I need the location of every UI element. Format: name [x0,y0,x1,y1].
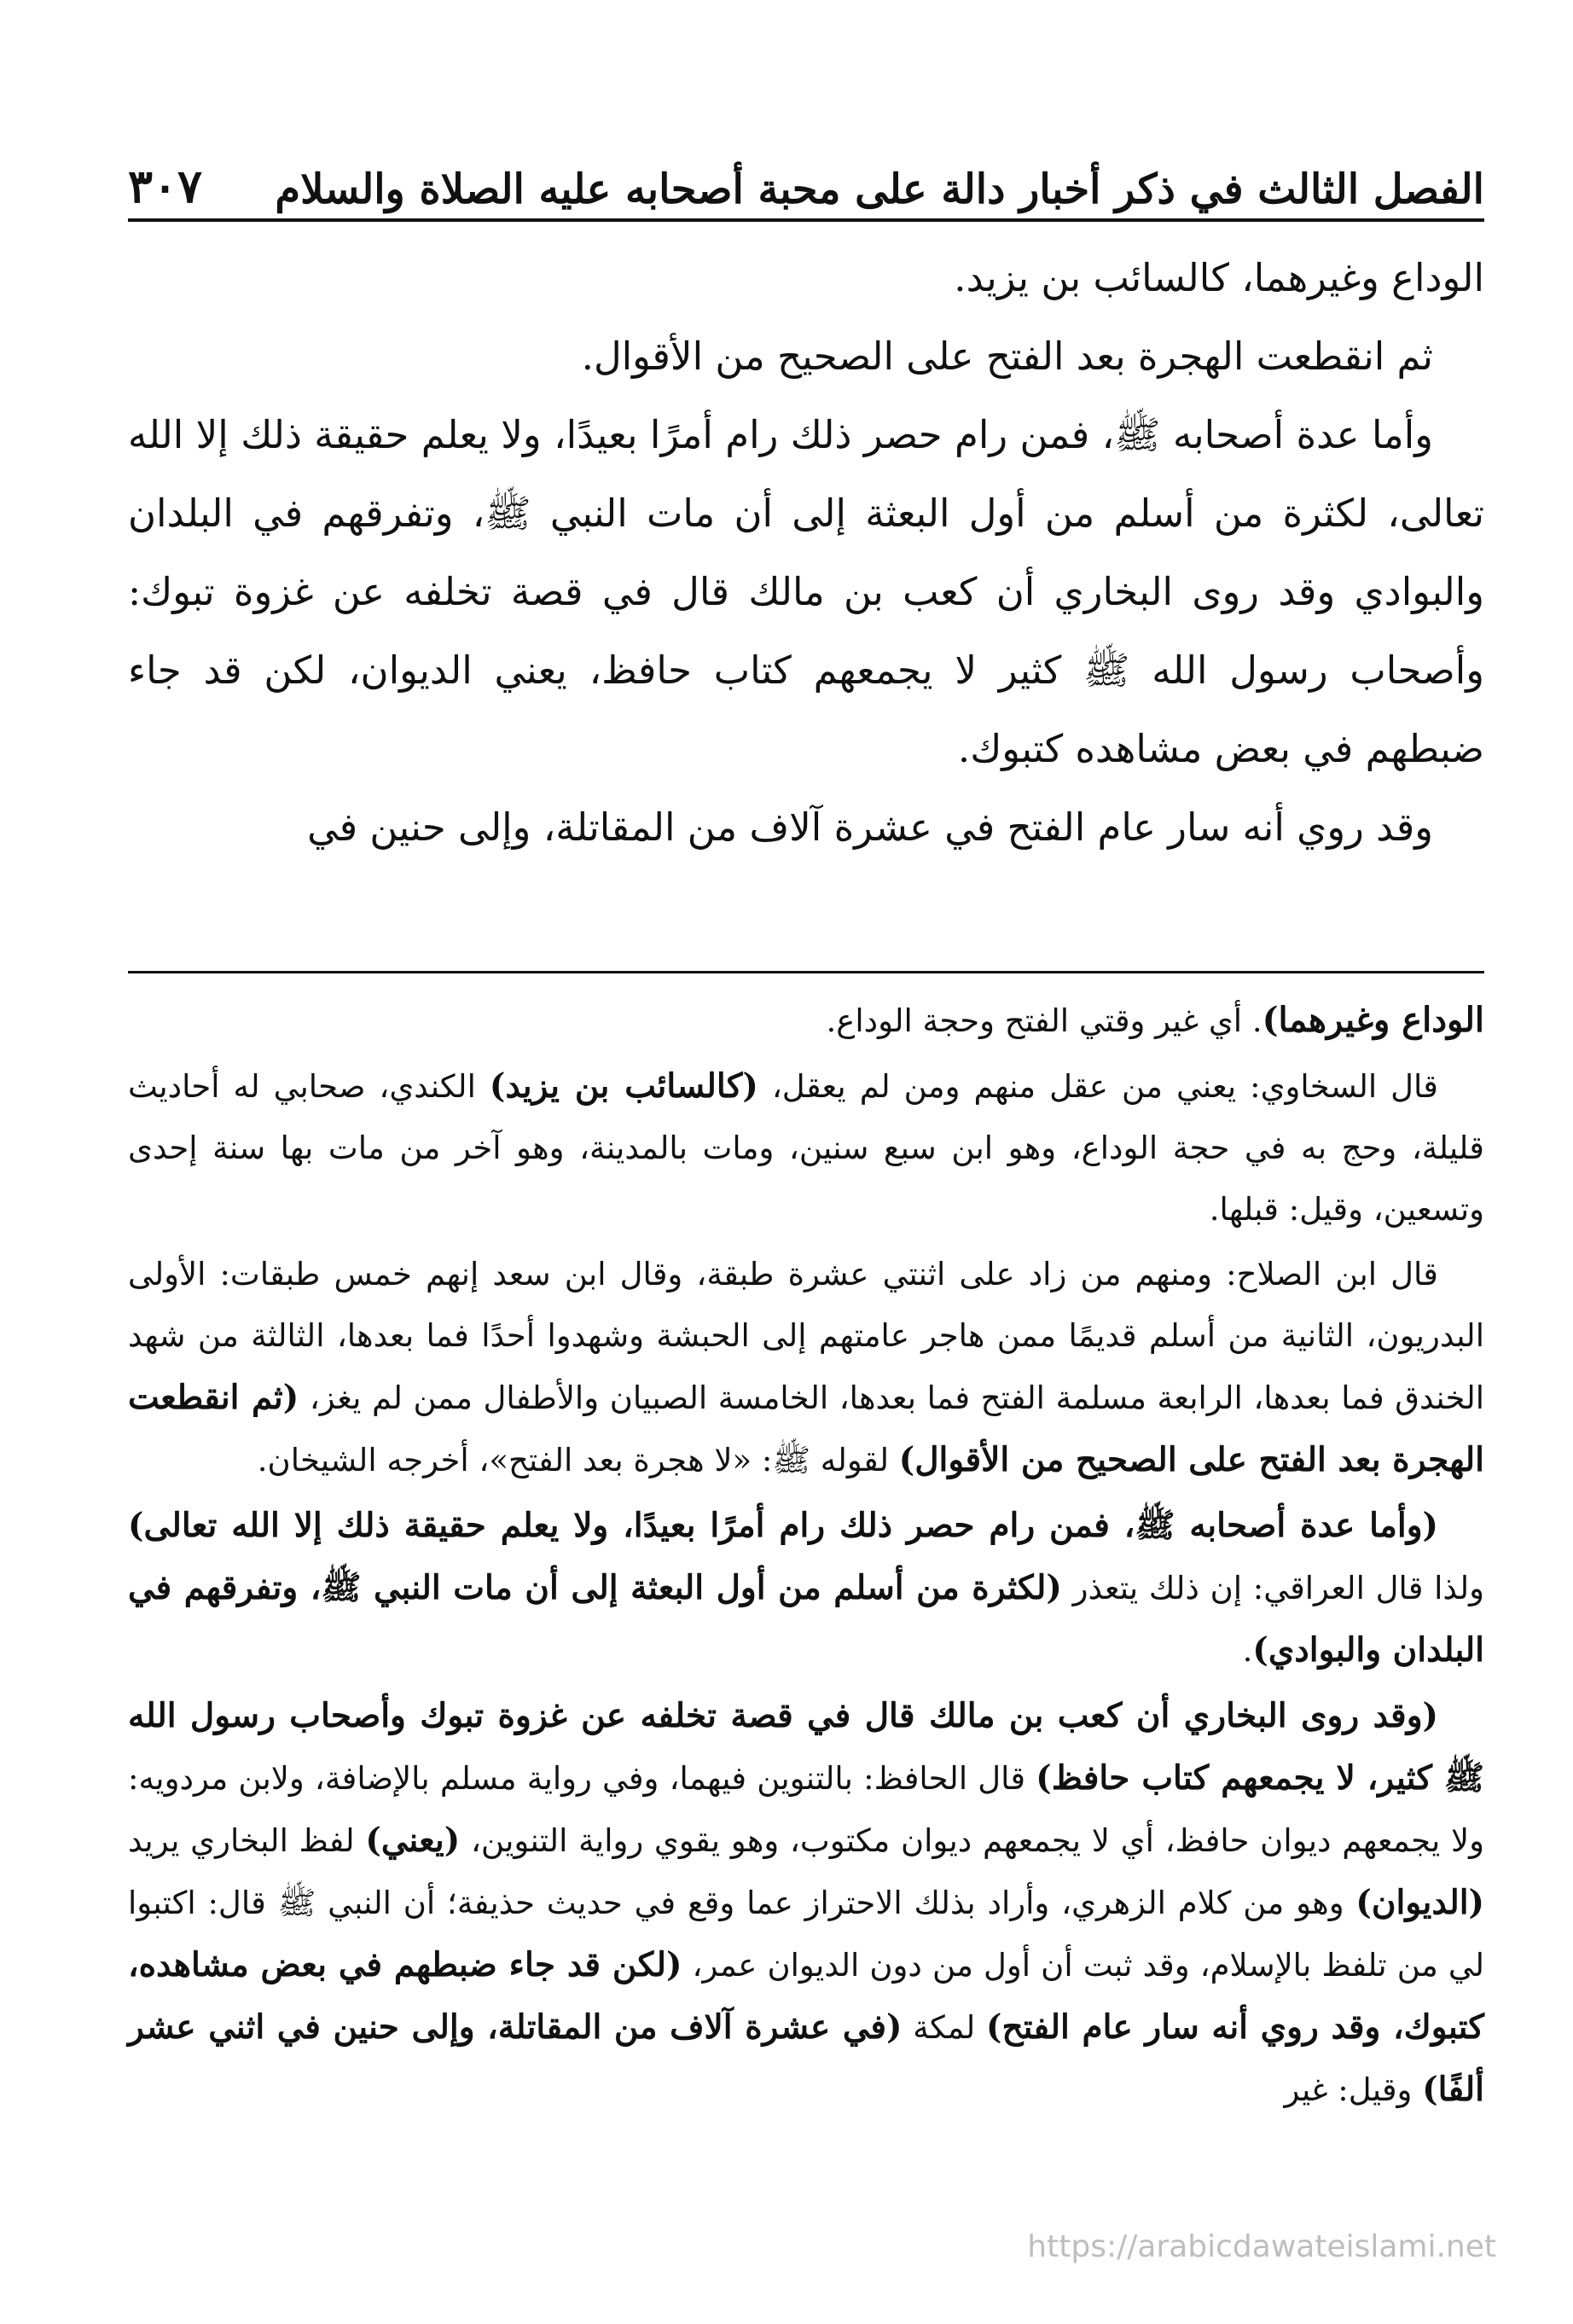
commentary-text: . أي غير وقتي الفتح وحجة الوداع. [826,1002,1262,1039]
commentary-text: الكندي، صحابي له أحاديث قليلة، وحج به في حجة الوداع، وهو ابن سبع سنين، ومات بالمدينة، وهو آخر من مات بها سنة إحدى وتسعين، وقيل: قبلها. [128,1068,1484,1228]
commentary-paragraph [128,1685,1484,2121]
main-text [128,239,1484,867]
quoted-phrase: (لكثرة من أسلم من أول البعثة إلى أن مات النبي ﷺ، وتفرقهم في البلدان والبوادي) [128,1568,1484,1670]
commentary-text: وهو من كلام الزهري، وأراد بذلك الاحتراز عما وقع في حديث حذيفة؛ أن النبي ﷺ قال: اكتبوا لي من تلفظ بالإسلام، وقد ثبت أن أول من دون الديوان عمر، [128,1885,1484,1984]
footnote-separator [128,971,1484,973]
commentary-text: وقيل: غير [1284,2071,1423,2108]
page-number: ٣٠٧ [128,159,203,213]
commentary-text: ولذا قال العراقي: إن ذلك يتعذر [1061,1570,1484,1606]
commentary-text: لمكة [902,2009,987,2046]
chapter-title: الفصل الثالث في ذكر أخبار دالة على محبة أصحابه عليه الصلاة والسلام [275,166,1484,213]
main-paragraph: الوداع وغيرهما، كالسائب بن يزيد. [954,255,1484,300]
commentary-text: . [1242,1632,1253,1669]
header-rule [128,218,1484,222]
quoted-phrase: (الديوان) [1355,1883,1484,1922]
quoted-phrase: (لكن قد جاء ضبطهم في بعض مشاهده، كتبوك، وقد روي أنه سار عام الفتح) [128,1945,1484,2047]
commentary-paragraph [128,1244,1484,1491]
quoted-phrase: (ثم انقطعت الهجرة بعد الفتح على الصحيح من الأقوال) [128,1378,1484,1479]
commentary-text: قال الحافظ: بالتنوين فيهما، وفي رواية مسلم بالإضافة، ولابن مردويه: ولا يجمعهم ديوان حافظ، أي لا يجمعهم ديوان مكتوب، وهو يقوي رواية التنوين، [128,1760,1485,1859]
watermark-url: https://arabicdawateislami.net [1027,2229,1496,2264]
commentary [128,990,1484,2124]
quoted-phrase: (في عشرة آلاف من المقاتلة، وإلى حنين في اثني عشر ألفًا) [128,2007,1484,2109]
quoted-phrase: الوداع وغيرهما) [1262,1000,1484,1040]
commentary-paragraph [128,1055,1484,1240]
quoted-phrase: (وقد روى البخاري أن كعب بن مالك قال في قصة تخلفه عن غزوة تبوك وأصحاب رسول الله ﷺ كثير، لا يجمعهم كتاب حافظ) [128,1696,1484,1798]
main-paragraph: وأما عدة أصحابه ﷺ، فمن رام حصر ذلك رام أمرًا بعيدًا، ولا يعلم حقيقة ذلك إلا الله تعالى، لكثرة من أسلم من أول البعثة إلى أن مات النبي ﷺ، وتفرقهم في البلدان والبوادي وقد روى البخاري أن كعب بن مالك قال في قصة تخلفه عن غزوة تبوك: وأصحاب رسول الله ﷺ كثير لا يجمعهم كتاب حافظ، يعني الديوان، لكن قد جاء ضبطهم في بعض مشاهده كتبوك. [128,412,1484,771]
commentary-text: قال ابن الصلاح: ومنهم من زاد على اثنتي عشرة طبقة، وقال ابن سعد إنهم خمس طبقات: الأولى البدريون، الثانية من أسلم قديمًا ممن هاجر عامتهم إلى الحبشة وشهدوا أحدًا فما بعدها، الثالثة من شهد الخندق فما بعدها، الرابعة مسلمة الفتح فما بعدها، الخامسة الصبيان والأطفال ممن لم يغز، [128,1256,1484,1416]
main-paragraph: وقد روي أنه سار عام الفتح في عشرة آلاف من المقاتلة، وإلى حنين في [307,805,1433,850]
commentary-paragraph [128,990,1484,1052]
running-header [128,137,1484,213]
commentary-text: قال السخاوي: يعني من عقل منهم ومن لم يعقل، [757,1068,1438,1105]
quoted-phrase: (كالسائب بن يزيد) [489,1066,758,1106]
commentary-text: لفظ البخاري يريد [128,1822,366,1859]
book-page [128,102,1484,2286]
quoted-phrase: (يعني) [365,1821,461,1860]
commentary-paragraph [128,1495,1484,1682]
quoted-phrase: (وأما عدة أصحابه ﷺ، فمن رام حصر ذلك رام أمرًا بعيدًا، ولا يعلم حقيقة ذلك إلا الله تعالى) [128,1506,1438,1545]
commentary-text: لقوله ﷺ: «لا هجرة بعد الفتح»، أخرجه الشيخان. [257,1442,899,1479]
main-paragraph: ثم انقطعت الهجرة بعد الفتح على الصحيح من الأقوال. [581,334,1433,379]
